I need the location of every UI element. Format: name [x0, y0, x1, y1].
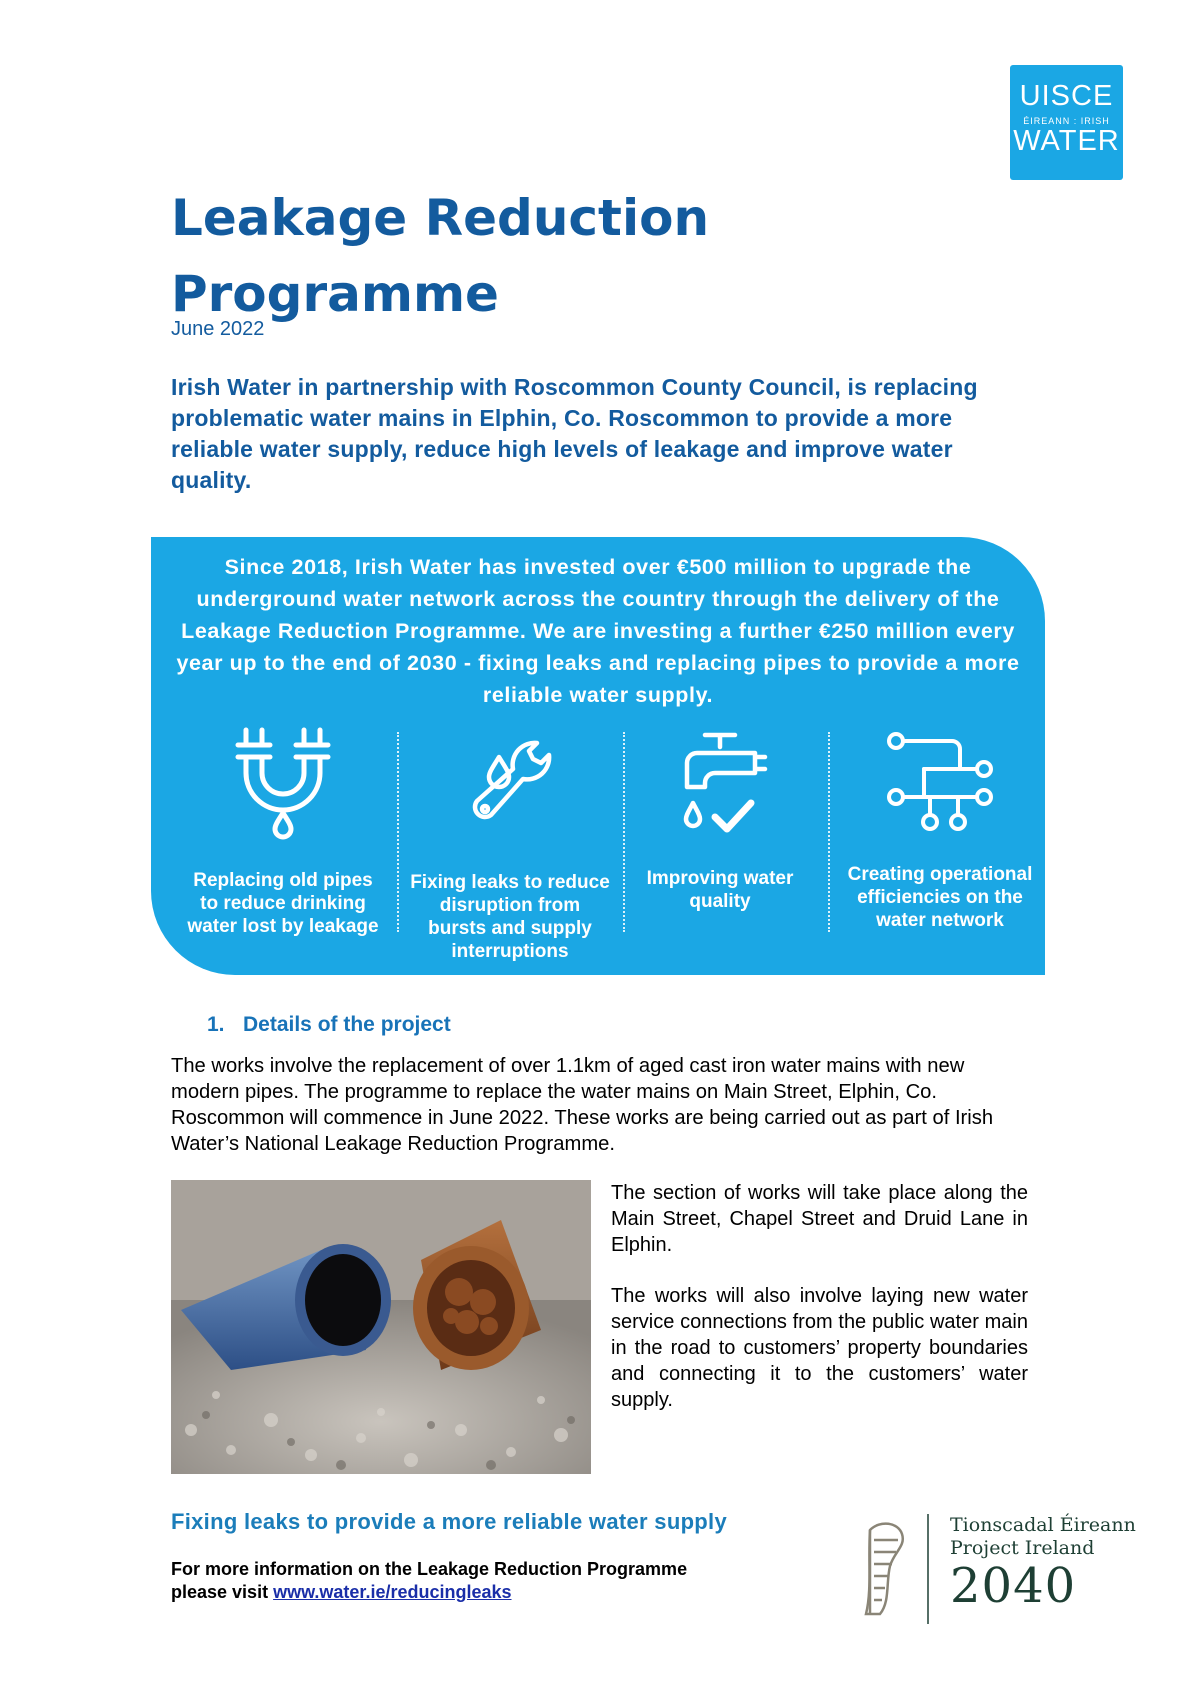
feature-water-quality — [640, 725, 800, 960]
feature-label: Fixing leaks to reduce disruption from bursts and supply interruptions — [410, 872, 610, 962]
feature-replacing-pipes — [185, 725, 381, 960]
pipes-photo-illustration — [171, 1180, 591, 1474]
feature-divider — [397, 732, 399, 932]
feature-label: Improving water quality — [646, 868, 794, 912]
works-location-paragraph: The section of works will take place along the Main Street, Chapel Street and Druid Lane in Elphin. — [611, 1182, 1028, 1256]
panel-text: Since 2018, Irish Water has invested over €500 million to upgrade the underground water network across the country through the delivery of the Leakage Reduction Programme. We are investing a further €250 million every year up to the end of 2030 - fixing leaks and replacing pipes to provide a more reliable water supply. — [176, 555, 1020, 707]
lead-paragraph: Irish Water in partnership with Roscommon County Council, is replacing problematic water mains in Elphin, Co. Roscommon to provide a more reliable water supply, reduce high levels of leakage and improve water quality. — [171, 374, 978, 493]
more-info — [171, 1558, 811, 1604]
works-description — [611, 1180, 1028, 1438]
project-ireland-english: Project Ireland — [950, 1537, 1095, 1559]
logo-line-3: WATER — [1013, 125, 1120, 157]
section-heading — [207, 1013, 451, 1037]
feature-divider — [623, 732, 625, 932]
feature-label: Replacing old pipes to reduce drinking water lost by leakage — [187, 870, 379, 937]
section-number: 1. — [207, 1013, 225, 1036]
logo-line-1: UISCE — [1019, 80, 1114, 112]
feature-fixing-leaks — [410, 725, 610, 960]
feature-operational-efficiencies — [845, 725, 1035, 960]
project-ireland-text — [950, 1514, 1136, 1612]
project-ireland-year: 2040 — [950, 1558, 1077, 1614]
project-ireland-irish: Tionscadal Éireann — [950, 1514, 1136, 1536]
publish-date: June 2022 — [171, 318, 265, 340]
more-info-line-1: For more information on the Leakage Reduction Programme — [171, 1559, 688, 1579]
pipe-drip-icon — [228, 725, 338, 845]
tap-check-icon — [665, 725, 775, 845]
more-info-prefix: please visit — [171, 1582, 269, 1602]
section-title: Details of the project — [243, 1013, 451, 1036]
works-connections-paragraph: The works will also involve laying new water service connections from the public water main in the road to customers’ property boundaries and connecting it to the customers’ water supply. — [611, 1285, 1028, 1411]
wrench-drop-icon — [455, 725, 565, 845]
feature-divider — [828, 732, 830, 932]
logo-line-2: ÉIREANN : IRISH — [1023, 116, 1110, 126]
pipes-photo — [171, 1180, 591, 1474]
project-details-paragraph: The works involve the replacement of over 1.1km of aged cast iron water mains with new modern pipes. The programme to replace the water mains on Main Street, Elphin, Co. Roscommon will commence in June 2022. These works are being carried out as part of Irish Water’s National Leakage Reduction Programme. — [171, 1055, 994, 1155]
uisce-eireann-logo — [1010, 65, 1123, 180]
network-icon — [880, 725, 1000, 845]
harp-icon — [850, 1510, 940, 1630]
feature-label: Creating operational efficiencies on the water network — [847, 864, 1033, 931]
tagline: Fixing leaks to provide a more reliable water supply — [171, 1509, 727, 1534]
page-title: Leakage Reduction Programme — [171, 189, 710, 323]
reducing-leaks-link[interactable]: www.water.ie/reducingleaks — [273, 1582, 512, 1602]
